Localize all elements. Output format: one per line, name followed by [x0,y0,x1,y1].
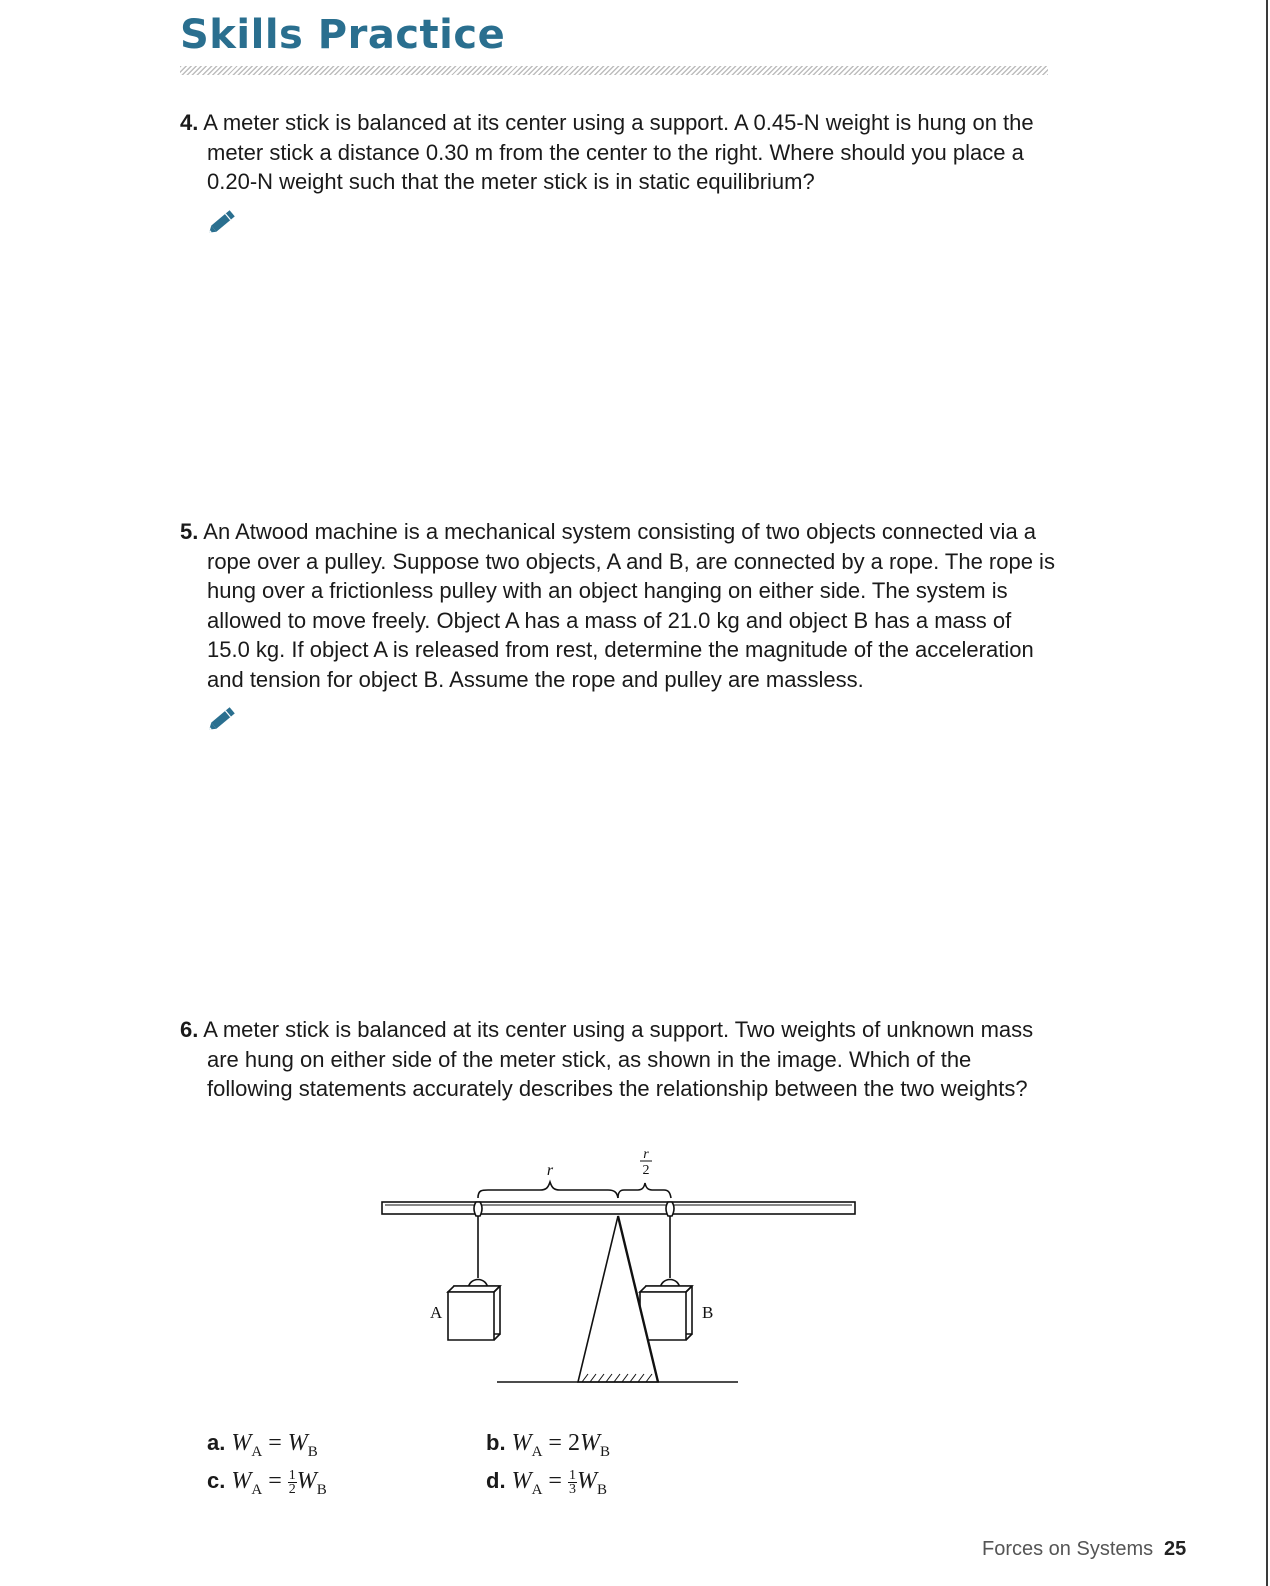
choice-d[interactable] [486,1468,607,1499]
question-5 [180,517,1060,695]
page-edge-line [1266,0,1268,1586]
question-5-number: 5. [180,519,199,544]
loop-right [666,1202,674,1216]
meter-stick [382,1202,855,1214]
question-4-number: 4. [180,110,199,135]
pencil-icon[interactable] [206,204,240,238]
choice-a-equation: $W_A = W_B$ [231,1430,318,1460]
question-5-text [180,517,1060,695]
question-6-number: 6. [180,1017,199,1042]
brace-r-half [618,1183,671,1198]
pencil-icon[interactable] [206,701,240,735]
balance-diagram [370,1150,870,1400]
brace-r [478,1182,618,1198]
question-4-body: A meter stick is balanced at its center using a support. A 0.45-N weight is hung on the meter stick a distance 0.30 m from the center to the right. Where should you place a 0.20-N weight such that the meter stick is in static equilibrium? [203,110,1034,195]
question-6-body: A meter stick is balanced at its center using a support. Two weights of unknown mass are hung on either side of the meter stick, as shown in the image. Which of the following statements accurately describes the relationship between the two weights? [203,1017,1034,1102]
label-r: r [546,1162,554,1179]
weight-b [640,1280,692,1341]
choice-c-fraction: $\frac{1}{2}$ [288,1467,296,1497]
choice-c[interactable] [207,1468,327,1499]
choice-a[interactable] [207,1430,318,1461]
question-6-text [180,1015,1060,1104]
question-6 [180,1015,1060,1104]
question-5-body: An Atwood machine is a mechanical system consisting of two objects connected via a rope over a pulley. Suppose two objects, A and B, are connected by a rope. The rope is hung over a frictionless pulley with an object hanging on either side. The system is allowed to move freely. Object A has a mass of 21.0 kg and object B has a mass of 15.0 kg. If object A is released from rest, determine the magnitude of the acceleration and tension for object B. Assume the rope and pulley are massless. [203,519,1055,692]
question-4 [180,108,1060,197]
choice-b[interactable] [486,1430,610,1461]
choice-b-equation: $W_A = 2W_B$ [511,1430,610,1460]
label-b: B [702,1303,714,1322]
question-4-text [180,108,1060,197]
choice-a-label: a. [207,1430,226,1455]
choice-b-label: b. [486,1430,506,1455]
title-divider [180,66,1048,75]
loop-left [474,1202,482,1216]
label-a: A [430,1303,443,1322]
weight-a [448,1280,500,1341]
label-r-half-denominator: 2 [642,1163,650,1178]
choice-d-label: d. [486,1468,506,1493]
label-r-half-numerator: r [643,1150,649,1162]
choice-d-fraction: $\frac{1}{3}$ [568,1467,576,1497]
page-title: Skills Practice [180,12,506,58]
choice-c-label: c. [207,1468,226,1493]
choice-d-equation: $W_A$ = $\frac{1}{3}$ $W_B$ [511,1467,607,1498]
footer-section-title: Forces on Systems [982,1538,1154,1560]
choice-c-equation: $W_A$ = $\frac{1}{2}$ $W_B$ [231,1467,327,1498]
footer-page-number: 25 [1164,1538,1187,1560]
